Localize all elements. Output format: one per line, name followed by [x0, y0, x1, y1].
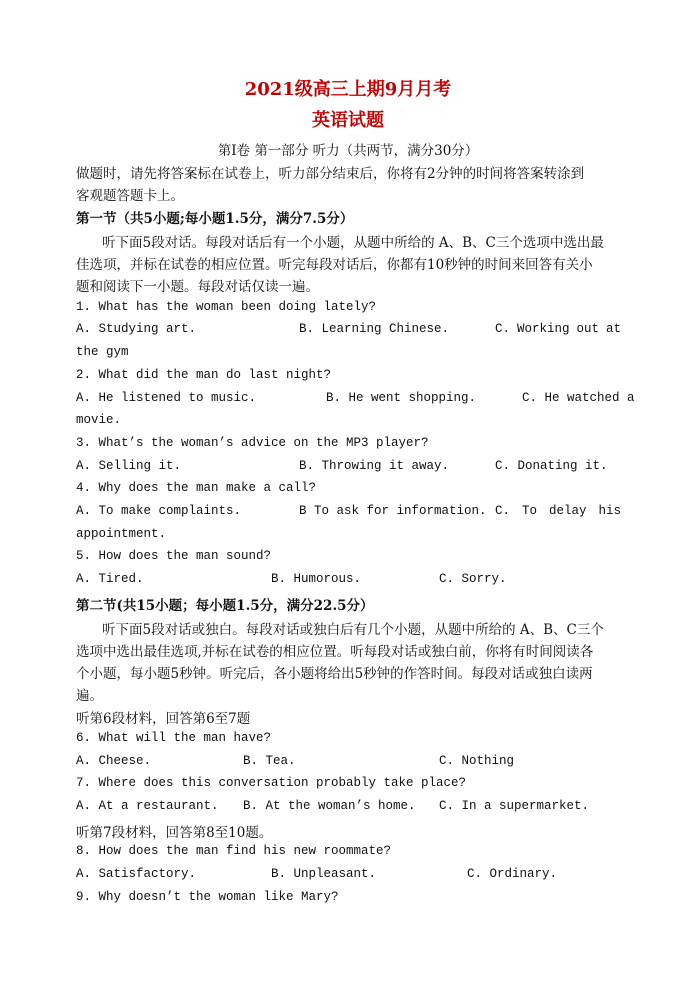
q2-option-b: B. He went shopping.	[326, 391, 477, 405]
q1-option-a: A. Studying art.	[76, 322, 197, 336]
q4-option-c-cont: appointment.	[76, 527, 167, 541]
section2-directions-1: 听下面5段对话或独白。每段对话或独白后有几个小题，从题中所给的 A、B、C三个	[102, 622, 604, 638]
q6-option-c: C. Nothing	[439, 754, 515, 768]
section2-header: 第二节(共15小题；每小题1.5分，满分22.5分）	[76, 598, 374, 614]
passage7-instruction: 听第7段材料，回答第8至10题。	[76, 825, 273, 841]
q5-stem: 5. How does the man sound?	[76, 549, 272, 563]
q4-option-c: C. To delay his	[495, 504, 621, 518]
q1-option-b: B. Learning Chinese.	[299, 322, 450, 336]
volume-header: 第Ⅰ卷 第一部分 听力（共两节，满分30分）	[217, 143, 479, 159]
passage6-instruction: 听第6段材料，回答第6至7题	[76, 711, 251, 727]
section1-directions-3: 题和阅读下一小题。每段对话仅读一遍。	[76, 279, 319, 295]
q9-stem: 9. Why doesn’t the woman like Mary?	[76, 890, 339, 904]
q3-stem: 3. What’s the woman’s advice on the MP3 player?	[76, 436, 429, 450]
q7-option-b: B. At the woman’s home.	[243, 799, 416, 813]
q8-option-c: C. Ordinary.	[467, 867, 558, 881]
q7-option-a: A. At a restaurant.	[76, 799, 219, 813]
q3-option-c: C. Donating it.	[495, 459, 608, 473]
section2-directions-4: 遍。	[76, 688, 103, 704]
q6-option-a: A. Cheese.	[76, 754, 152, 768]
q4-stem: 4. Why does the man make a call?	[76, 481, 317, 495]
section1-directions-2: 佳选项，并标在试卷的相应位置。听完每段对话后，你都有10秒钟的时间来回答有关小	[76, 257, 593, 273]
q1-option-c: C. Working out at	[495, 322, 621, 336]
q1-option-c-cont: the gym	[76, 345, 129, 359]
q8-option-a: A. Satisfactory.	[76, 867, 197, 881]
q2-option-c-cont: movie.	[76, 413, 122, 427]
q8-option-b: B. Unpleasant.	[271, 867, 377, 881]
intro-line-1: 做题时，请先将答案标在试卷上，听力部分结束后，你将有2分钟的时间将答案转涂到	[76, 166, 585, 182]
q7-stem: 7. Where does this conversation probably take place?	[76, 776, 467, 790]
section2-directions-2: 选项中选出最佳选项,并标在试卷的相应位置。听每段对话或独白前，你将有时间阅读各	[76, 644, 594, 660]
section1-directions-1: 听下面5段对话。每段对话后有一个小题，从题中所给的 A、B、C三个选项中选出最	[102, 235, 604, 251]
q4-option-a: A. To make complaints.	[76, 504, 242, 518]
q5-option-c: C. Sorry.	[439, 572, 507, 586]
q3-option-a: A. Selling it.	[76, 459, 182, 473]
q6-stem: 6. What will the man have?	[76, 731, 272, 745]
intro-line-2: 客观题答题卡上。	[76, 188, 184, 204]
section2-directions-3: 个小题，每小题5秒钟。听完后，各小题将给出5秒钟的作答时间。每段对话或独白读两	[76, 666, 593, 682]
q5-option-b: B. Humorous.	[271, 572, 362, 586]
q1-stem: 1. What has the woman been doing lately?	[76, 300, 377, 314]
q4-option-b: B To ask for information.	[299, 504, 487, 518]
q2-stem: 2. What did the man do last night?	[76, 368, 332, 382]
q3-option-b: B. Throwing it away.	[299, 459, 450, 473]
q6-option-b: B. Tea.	[243, 754, 296, 768]
exam-title: 2021级高三上期9月月考	[244, 79, 452, 100]
exam-subtitle: 英语试题	[312, 110, 384, 131]
q8-stem: 8. How does the man find his new roommate?	[76, 844, 392, 858]
q5-option-a: A. Tired.	[76, 572, 144, 586]
q2-option-c: C. He watched a	[522, 391, 635, 405]
section1-header: 第一节（共5小题;每小题1.5分，满分7.5分）	[76, 211, 354, 227]
q7-option-c: C. In a supermarket.	[439, 799, 590, 813]
q2-option-a: A. He listened to music.	[76, 391, 257, 405]
